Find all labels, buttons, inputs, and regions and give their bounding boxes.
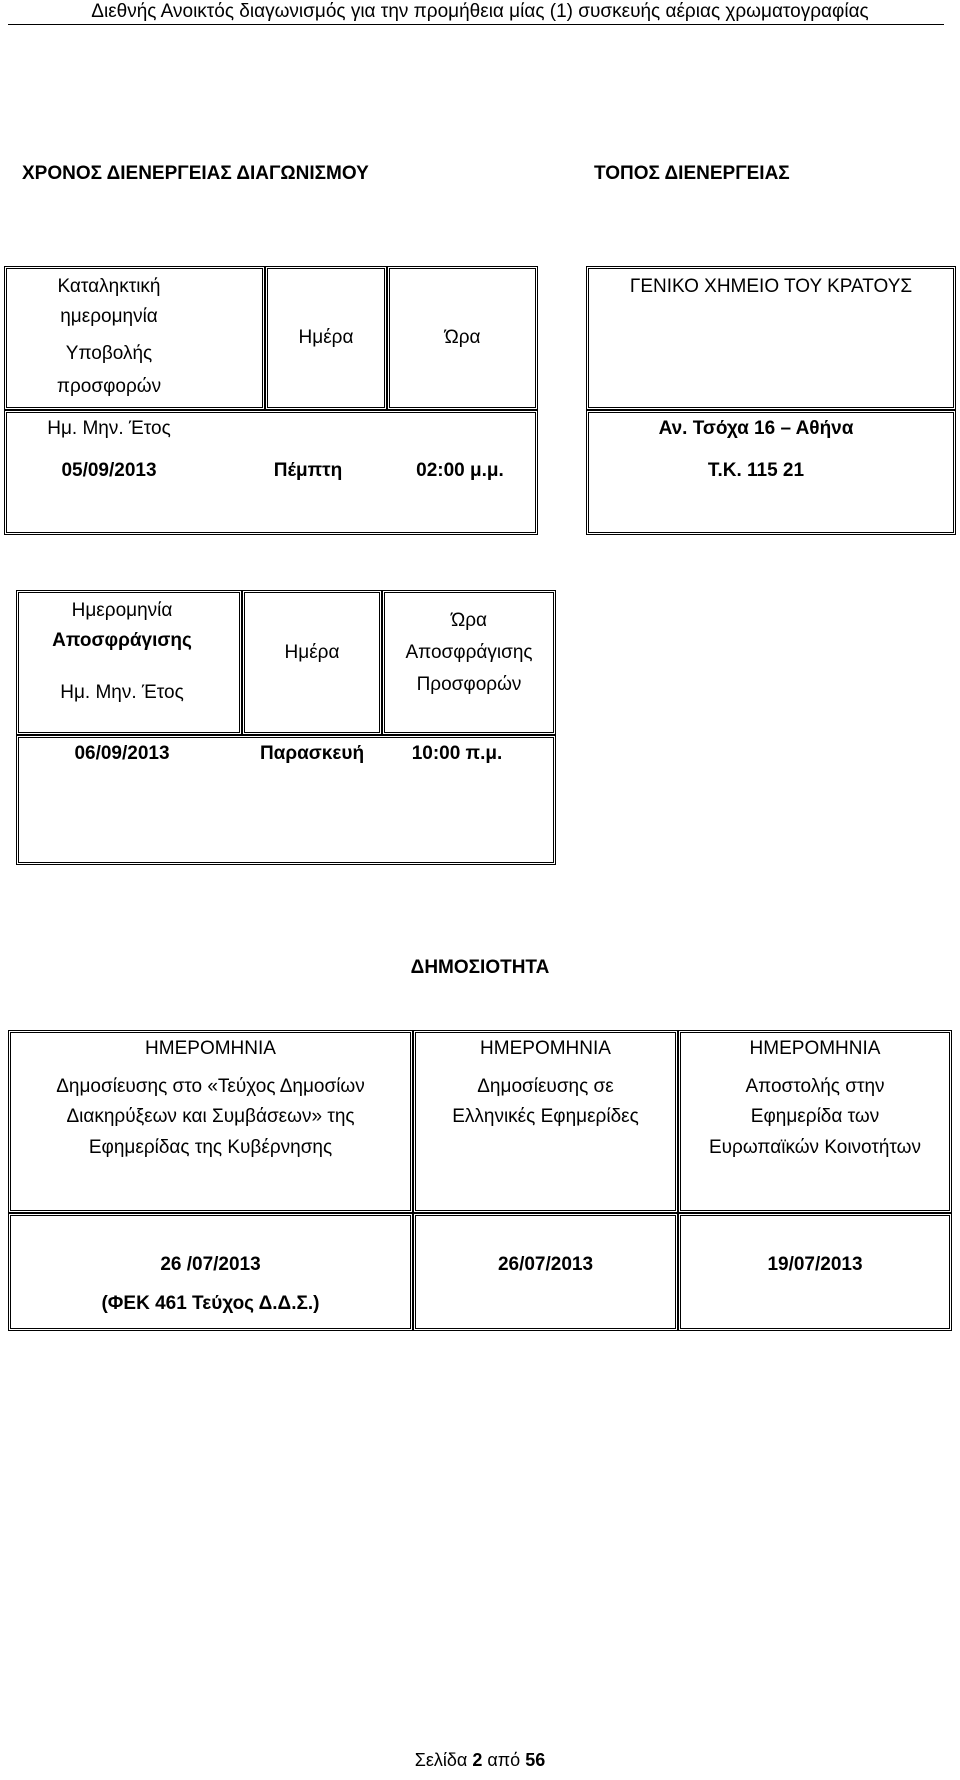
place-postal: Τ.Κ. 115 21: [707, 460, 805, 481]
publicity-col3-desc-1: Αποστολής στην: [745, 1076, 885, 1097]
publicity-section-title: ΔΗΜΟΣΙΟΤΗΤΑ: [410, 957, 550, 978]
publicity-col2-value: 26/07/2013: [497, 1254, 594, 1275]
place-section-title: ΤΟΠΟΣ ΔΙΕΝΕΡΓΕΙΑΣ: [594, 163, 790, 184]
publicity-col1-title: ΗΜΕΡΟΜΗΝΙΑ: [145, 1038, 276, 1059]
submission-date: 05/09/2013: [61, 460, 157, 481]
place-name: ΓΕΝΙΚΟ ΧΗΜΕΙΟ ΤΟΥ ΚΡΑΤΟΥΣ: [629, 276, 913, 297]
submission-day: Πέμπτη: [273, 460, 343, 481]
submission-day-header: Ημέρα: [298, 327, 354, 348]
publicity-col2-title: ΗΜΕΡΟΜΗΝΙΑ: [480, 1038, 611, 1059]
opening-label-2: Αποσφράγισης: [52, 630, 192, 651]
time-section-title: ΧΡΟΝΟΣ ΔΙΕΝΕΡΓΕΙΑΣ ΔΙΑΓΩΝΙΣΜΟΥ: [22, 163, 369, 184]
opening-date-format: Ημ. Μην. Έτος: [60, 682, 184, 703]
publicity-col2-desc-1: Δημοσίευσης σε: [477, 1076, 614, 1097]
header-rule: [8, 24, 944, 25]
opening-time-header-2: Αποσφράγισης: [405, 642, 533, 663]
publicity-col1-value: 26 /07/2013: [160, 1254, 261, 1275]
opening-label-1: Ημερομηνία: [71, 600, 173, 621]
submission-label-1: Καταληκτική: [57, 276, 161, 297]
publicity-col1-desc-1: Δημοσίευσης στο «Τεύχος Δημοσίων: [56, 1076, 365, 1097]
publicity-col3-desc-3: Ευρωπαϊκών Κοινοτήτων: [708, 1137, 922, 1158]
place-address: Αν. Τσόχα 16 – Αθήνα: [658, 418, 854, 439]
submission-label-3: Υποβολής: [65, 343, 153, 364]
submission-date-format: Ημ. Μην. Έτος: [47, 418, 171, 439]
publicity-col1-desc-3: Εφημερίδας της Κυβέρνησης: [88, 1137, 333, 1158]
opening-day-header: Ημέρα: [284, 642, 340, 663]
publicity-col1-desc-2: Διακηρύξεων και Συμβάσεων» της: [66, 1106, 355, 1127]
opening-time-header-3: Προσφορών: [416, 674, 522, 695]
page-footer: [0, 1750, 960, 1771]
opening-date: 06/09/2013: [74, 743, 170, 764]
opening-time-header-1: Ώρα: [450, 610, 488, 631]
footer-middle: από: [482, 1750, 526, 1770]
footer-total-pages: 56: [525, 1750, 546, 1770]
submission-time: 02:00 μ.μ.: [416, 460, 504, 481]
submission-label-4: προσφορών: [56, 376, 162, 397]
document-header: Διεθνής Ανοικτός διαγωνισμός για την προμήθεια μίας (1) συσκευής αέριας χρωματογραφίας: [91, 1, 869, 22]
submission-label-2: ημερομηνία: [60, 306, 158, 327]
publicity-col3-desc-2: Εφημερίδα των: [750, 1106, 880, 1127]
submission-time-header: Ώρα: [444, 327, 481, 348]
opening-day: Παρασκευή: [259, 743, 365, 764]
publicity-col3-value: 19/07/2013: [767, 1254, 863, 1275]
publicity-col3-title: ΗΜΕΡΟΜΗΝΙΑ: [749, 1038, 881, 1059]
opening-time: 10:00 π.μ.: [411, 743, 503, 764]
publicity-col2-desc-2: Ελληνικές Εφημερίδες: [452, 1106, 639, 1127]
publicity-col1-value2: (ΦΕΚ 461 Τεύχος Δ.Δ.Σ.): [101, 1293, 320, 1314]
footer-page-number: 2: [472, 1750, 483, 1770]
footer-prefix: Σελίδα: [414, 1750, 473, 1770]
